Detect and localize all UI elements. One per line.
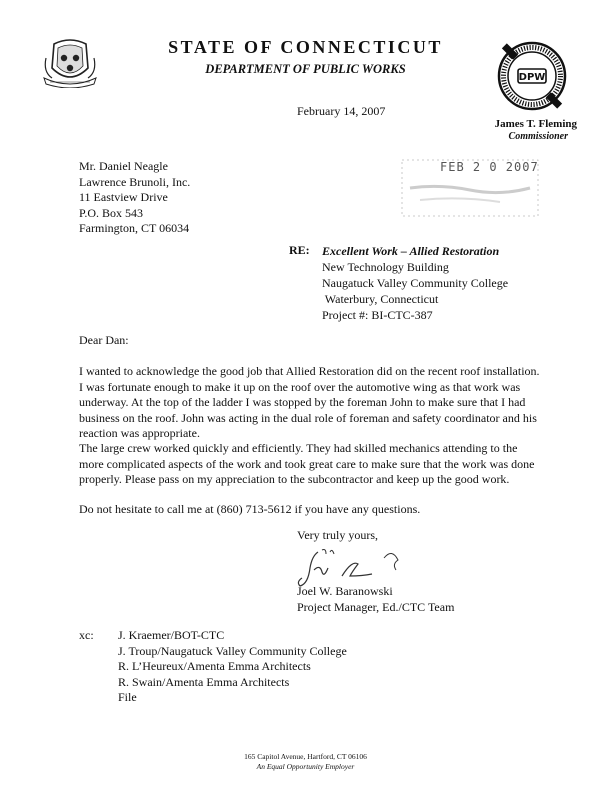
salutation: Dear Dan:: [79, 333, 129, 347]
body-line: more complicated aspects of the work and took great care to make sure that the work was done: [79, 456, 535, 471]
address-line: Lawrence Brunoli, Inc.: [79, 174, 191, 189]
re-line: New Technology Building: [322, 260, 449, 274]
address-line: 11 Eastview Drive: [79, 190, 168, 204]
commissioner-title: Commissioner: [508, 131, 568, 142]
body-line: properly. Please pass on my appreciation to the subcontractor and keep up the good work.: [79, 472, 510, 486]
body-line: I wanted to acknowledge the good job that Allied Restoration did on the recent roof installation.: [79, 364, 540, 378]
department-title: DEPARTMENT OF PUBLIC WORKS: [205, 62, 406, 76]
re-block: [322, 243, 508, 323]
state-title: STATE OF CONNECTICUT: [168, 37, 443, 57]
dpw-seal-icon: [496, 40, 568, 112]
xc-label: xc:: [79, 628, 94, 642]
dpw-seal-text: DPW: [518, 72, 546, 83]
xc-item: J. Kraemer/BOT-CTC: [118, 628, 225, 642]
footer-address: 165 Capitol Avenue, Hartford, CT 06106: [244, 752, 367, 761]
body-line: reaction was appropriate.: [79, 426, 200, 440]
closing: Very truly yours,: [297, 528, 378, 542]
body-line: The large crew worked quickly and efficiently. They had skilled mechanics attending to the: [79, 441, 518, 455]
address-line: Mr. Daniel Neagle: [79, 159, 168, 173]
address-line: P.O. Box 543: [79, 205, 144, 220]
body-paragraph-3: [79, 502, 599, 518]
xc-item: R. L’Heureux/Amenta Emma Architects: [118, 659, 311, 673]
re-line: Waterbury, Connecticut: [322, 292, 439, 306]
xc-item: J. Troup/Naugatuck Valley Community College: [118, 643, 347, 658]
address-line: Farmington, CT 06034: [79, 221, 190, 235]
re-line: Naugatuck Valley Community College: [322, 276, 509, 290]
handwritten-signature: [292, 546, 407, 588]
signer-block: [297, 584, 454, 615]
re-label: RE:: [289, 243, 310, 257]
signer-name: Joel W. Baranowski: [297, 584, 393, 598]
re-subject: Excellent Work – Allied Restoration: [322, 244, 500, 258]
body-line: underway. At the top of the ladder I was stopped by the foreman John to make sure that I had: [79, 395, 526, 409]
letter-date: February 14, 2007: [297, 104, 386, 118]
stamp-date: FEB 2 0 2007: [440, 160, 539, 174]
body-paragraph-1: [79, 364, 599, 442]
commissioner-name: James T. Fleming: [494, 118, 577, 130]
xc-item: File: [118, 690, 137, 704]
body-line: I was fortunate enough to make it up on the roof over the automotive wing as that work was: [79, 379, 521, 394]
xc-list: [106, 628, 347, 706]
body-paragraph-2: [79, 441, 599, 488]
xc-item: R. Swain/Amenta Emma Architects: [118, 674, 290, 689]
re-line: Project #: BI-CTC-387: [322, 308, 433, 322]
footer-eoe: An Equal Opportunity Employer: [256, 762, 355, 771]
body-line: Do not hesitate to call me at (860) 713-5612 if you have any questions.: [79, 502, 421, 516]
recipient-address: [79, 159, 190, 237]
signer-title: Project Manager, Ed./CTC Team: [297, 599, 455, 614]
body-line: business on the roof. John was acting in the dual role of foreman and safety coordinator and his: [79, 410, 537, 425]
